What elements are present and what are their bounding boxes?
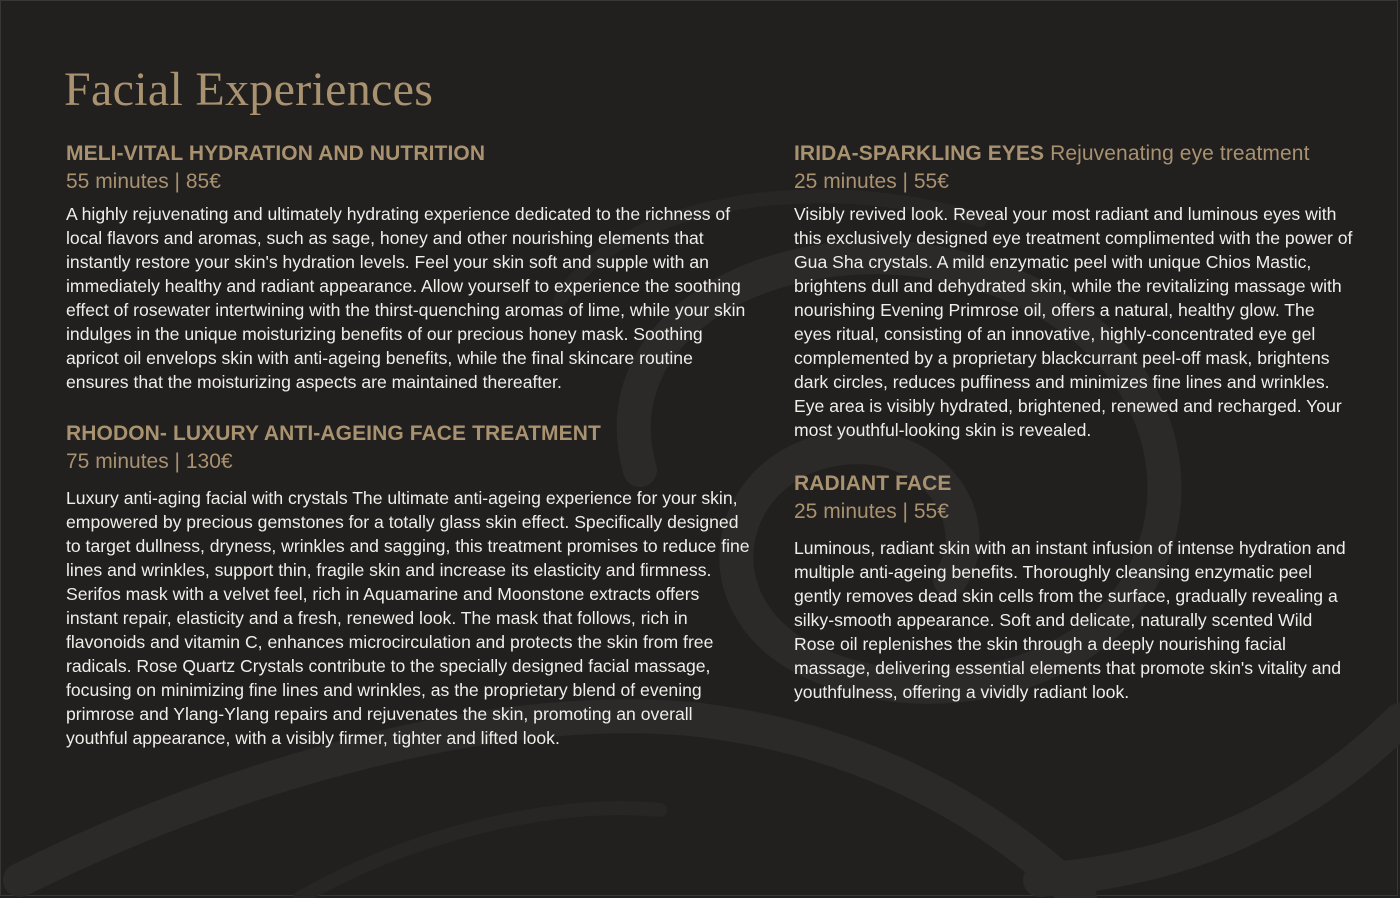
treatment-duration-price: 25 minutes | 55€ bbox=[794, 170, 949, 193]
treatment-name: RADIANT FACE bbox=[794, 472, 952, 495]
treatment-name: IRIDA-SPARKLING EYES bbox=[794, 142, 1045, 165]
treatment-name: MELI-VITAL HYDRATION AND NUTRITION bbox=[66, 142, 486, 165]
treatment-radiant-face bbox=[794, 470, 1354, 704]
treatment-rhodon bbox=[66, 420, 756, 750]
treatment-name: RHODON- LUXURY ANTI-AGEING FACE TREATMENT bbox=[66, 422, 601, 445]
treatment-duration-price: 25 minutes | 55€ bbox=[794, 500, 949, 523]
page-title: Facial Experiences bbox=[64, 63, 434, 116]
treatment-description: A highly rejuvenating and ultimately hydrating experience dedicated to the richness of local flavors and aromas, such as sage, honey and other nourishing elements that instantly restore your skin's hydration levels. Feel your skin soft and supple with an immediately healthy and radiant appearance. Allow yourself to experience the soothing effect of rosewater intertwining with the thirst-quenching aromas of lime, while your skin indulges in the unique moisturizing benefits of our precious honey mask. Soothing apricot oil envelops skin with anti-ageing benefits, while the final skincare routine ensures that the moisturizing aspects are maintained thereafter. bbox=[66, 204, 746, 392]
treatment-subtitle: Rejuvenating eye treatment bbox=[1050, 142, 1310, 165]
treatment-heading bbox=[794, 140, 1354, 168]
treatment-description: Luxury anti-aging facial with crystals The ultimate anti-ageing experience for your skin, empowered by precious gemstones for a totally glass skin effect. Specifically designed to target dullness, dryness, wrinkles and sagging, this treatment promises to reduce fine lines and wrinkles, support thin, fragile skin and increase its elasticity and firmness. Serifos mask with a velvet feel, rich in Aquamarine and Moonstone extracts offers instant repair, elasticity and a fresh, renewed look. The mask that follows, rich in flavonoids and vitamin C, enhances microcirculation and protects the skin from free radicals. Rose Quartz Crystals contribute to the specially designed facial massage, focusing on minimizing fine lines and wrinkles, as the proprietary blend of evening primrose and Ylang-Ylang repairs and rejuvenates the skin, promoting an overall youthful appearance, with a visibly firmer, tighter and lifted look. bbox=[66, 488, 750, 748]
treatment-duration-price: 55 minutes | 85€ bbox=[66, 170, 221, 193]
right-column bbox=[794, 140, 1354, 720]
treatment-description: Luminous, radiant skin with an instant infusion of intense hydration and multiple anti-ageing benefits. Thoroughly cleansing enzymatic peel gently removes dead skin cells from the surface, gradually revealing a silky-smooth appearance. Soft and delicate, naturally scented Wild Rose oil replenishes the skin through a deeply nourishing facial massage, delivering essential elements that promote skin's vitality and youthfulness, offering a vividly radiant look. bbox=[794, 538, 1346, 702]
treatment-description: Visibly revived look. Reveal your most radiant and luminous eyes with this exclusively designed eye treatment complimented with the power of Gua Sha crystals. A mild enzymatic peel with unique Chios Mastic, brightens dull and dehydrated skin, while the revitalizing massage with nourishing Evening Primrose oil, offers a natural, healthy glow. The eyes ritual, consisting of an innovative, highly-concentrated eye gel complemented by a proprietary blackcurrant peel-off mask, brightens dark circles, reduces puffiness and minimizes fine lines and wrinkles. Eye area is visibly hydrated, brightened, renewed and recharged. Your most youthful-looking skin is revealed. bbox=[794, 204, 1353, 440]
treatment-meli-vital bbox=[66, 140, 756, 394]
treatment-irida bbox=[794, 140, 1354, 442]
left-column bbox=[66, 140, 756, 766]
treatment-duration-price: 75 minutes | 130€ bbox=[66, 450, 233, 473]
